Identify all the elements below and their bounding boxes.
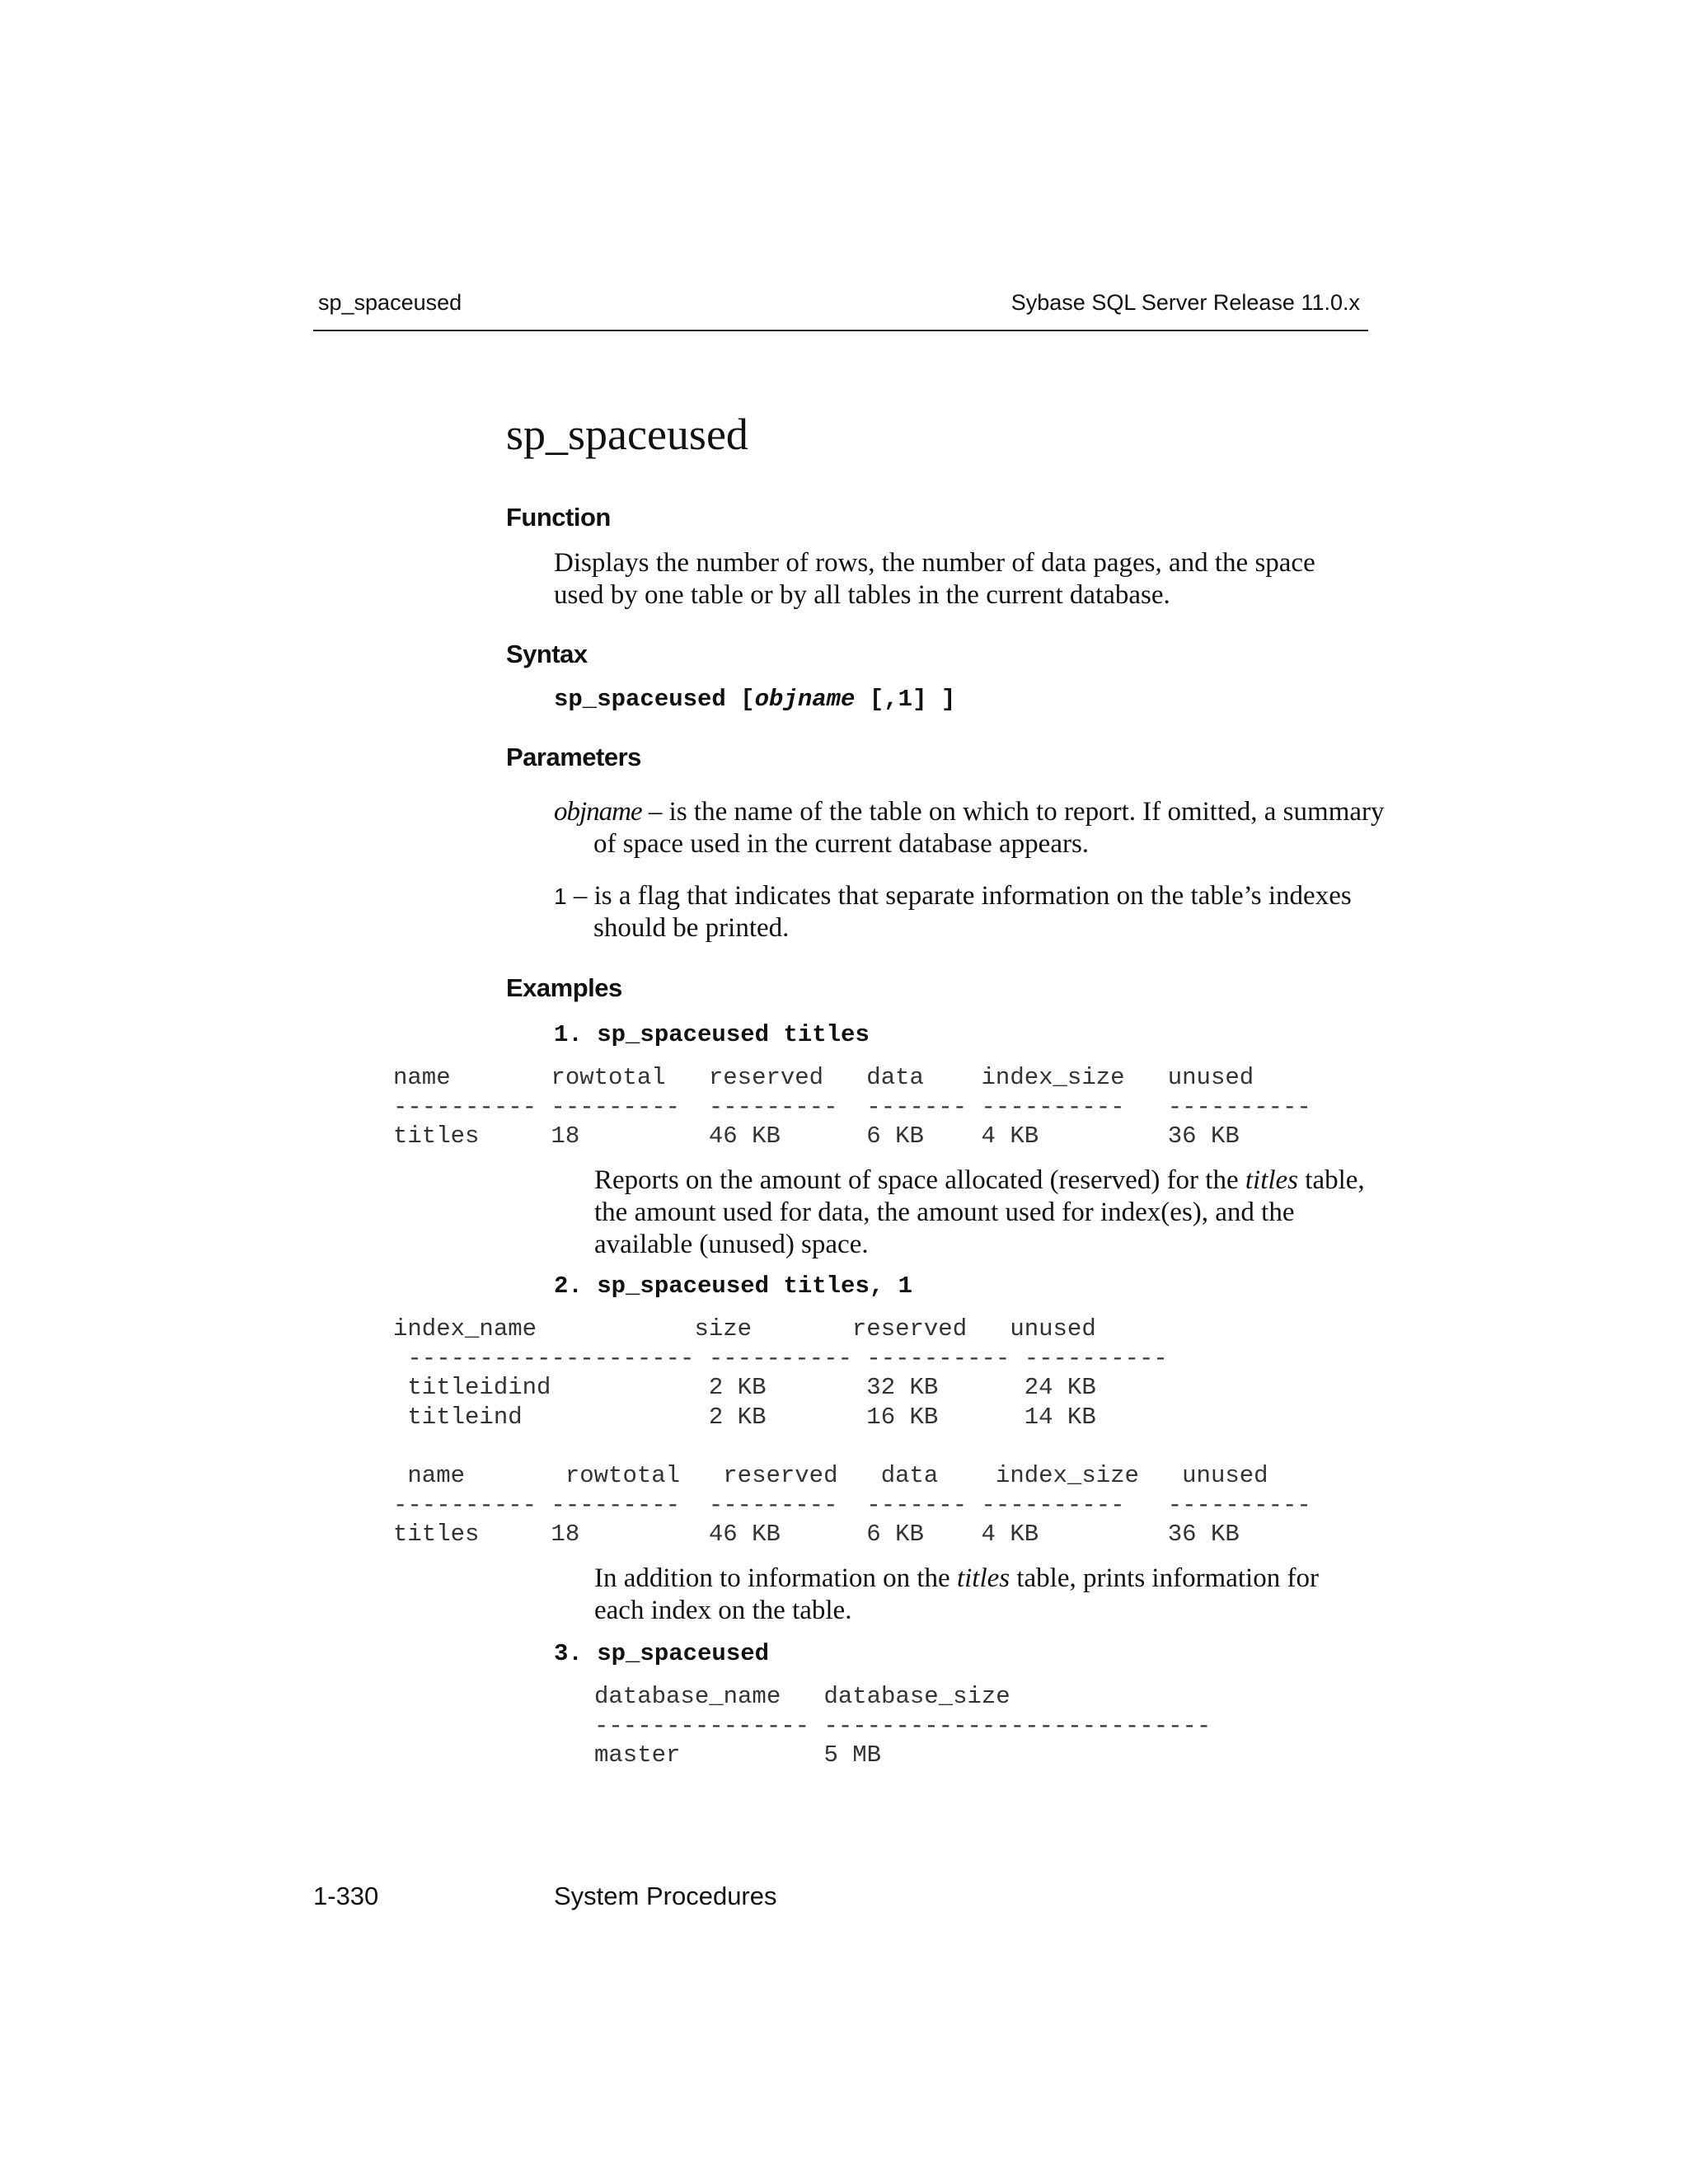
example-2-index-row-2: titleind 2 KB 16 KB 14 KB (393, 1404, 1096, 1431)
examples-heading: Examples (506, 973, 622, 1002)
example-1-output-dashes: ---------- --------- --------- ------- ---------- ---------- (393, 1094, 1311, 1121)
example-3-command: 3. sp_spaceused (554, 1640, 770, 1667)
parameter-flag (554, 880, 1409, 944)
example-2-desc-b: table, prints information for each index on the table. (594, 1563, 1319, 1625)
footer-section: System Procedures (554, 1882, 777, 1910)
example-1-output-header: name rowtotal reserved data index_size unused (393, 1064, 1254, 1091)
syntax-suffix: [,1] ] (855, 686, 956, 713)
example-3-output-header: database_name database_size (594, 1683, 1010, 1710)
function-heading: Function (506, 503, 611, 532)
example-1-description (594, 1165, 1373, 1261)
example-1-output-row: titles 18 46 KB 6 KB 4 KB 36 KB (393, 1122, 1240, 1150)
parameter-objname-text: – is the name of the table on which to report. If omitted, a summary of space used in the current database appears. (593, 797, 1385, 859)
example-2-description (594, 1563, 1373, 1627)
example-1-desc-b: table, the amount used for data, the amount used for index(es), and the available (unused) space. (594, 1165, 1365, 1259)
syntax-prefix: sp_spaceused [ (554, 686, 755, 713)
example-2-index-row-1: titleidind 2 KB 32 KB 24 KB (393, 1374, 1096, 1401)
function-description: Displays the number of rows, the number of data pages, and the space used by one table or by all tables in the current database. (554, 548, 1315, 610)
page-title: sp_spaceused (506, 410, 748, 459)
footer-page-number: 1-330 (313, 1882, 379, 1910)
example-1-command: 1. sp_spaceused titles (554, 1021, 870, 1048)
example-1-desc-a: Reports on the amount of space allocated (reserved) for the (594, 1165, 1245, 1195)
example-2-command: 2. sp_spaceused titles, 1 (554, 1272, 913, 1300)
header-rule (313, 330, 1368, 331)
example-2-output-row: titles 18 46 KB 6 KB 4 KB 36 KB (393, 1521, 1240, 1548)
parameter-objname (554, 796, 1409, 860)
parameter-objname-name: objname (554, 797, 642, 827)
example-3-output-dashes: --------------- --------------------------- (594, 1713, 1212, 1740)
parameter-flag-text: – is a flag that indicates that separate information on the table’s indexes should be printed. (566, 881, 1352, 943)
example-2-desc-em: titles (956, 1563, 1010, 1593)
running-header-left: sp_spaceused (318, 290, 462, 315)
parameters-heading: Parameters (506, 743, 641, 771)
example-1-desc-em: titles (1245, 1165, 1299, 1195)
syntax-param: objname (754, 686, 856, 713)
syntax-line (554, 686, 955, 713)
example-2-output-dashes: ---------- --------- --------- ------- ---------- ---------- (393, 1492, 1311, 1519)
syntax-heading: Syntax (506, 640, 588, 668)
parameter-flag-name: 1 (554, 883, 567, 909)
example-2-desc-a: In addition to information on the (594, 1563, 957, 1593)
example-2-index-dashes: -------------------- ---------- ---------- ---------- (393, 1345, 1168, 1372)
running-header-right: Sybase SQL Server Release 11.0.x (1010, 290, 1360, 315)
example-2-index-header: index_name size reserved unused (393, 1315, 1096, 1343)
example-2-output-header: name rowtotal reserved data index_size unused (393, 1462, 1268, 1489)
example-3-output-row: master 5 MB (594, 1741, 882, 1769)
